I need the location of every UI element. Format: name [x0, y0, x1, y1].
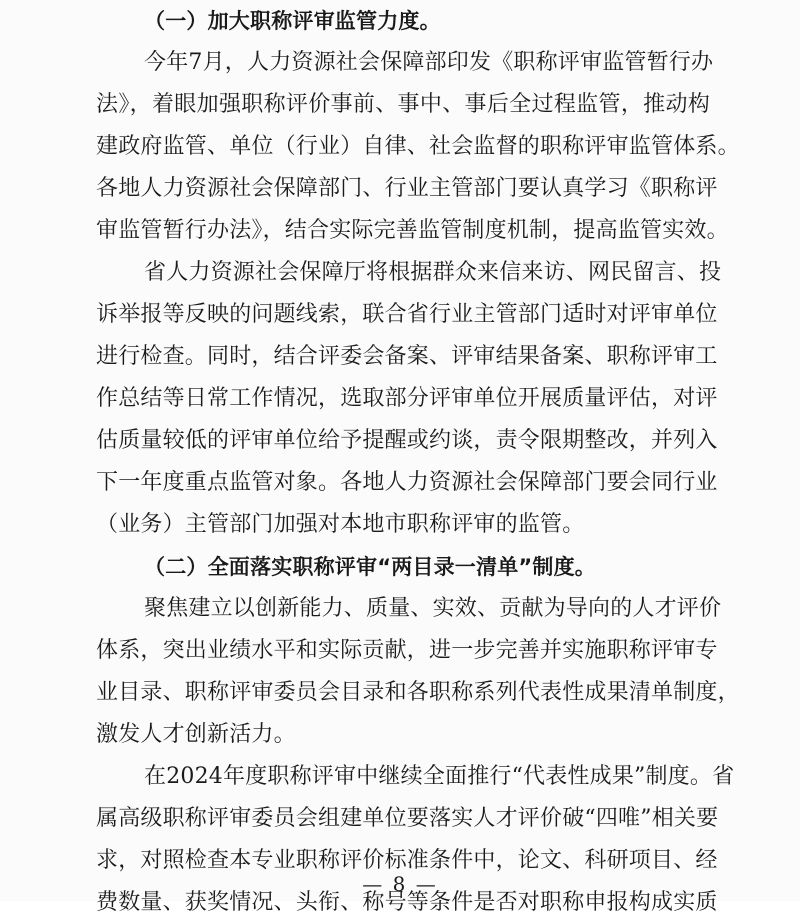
page-content	[96, 0, 740, 924]
text-line: 体系，突出业绩水平和实际贡献，进一步完善并实施职称评审专	[96, 638, 718, 663]
text-line: 费数量、获奖情况、头衔、称号等条件是否对职称申报构成实质	[96, 890, 718, 915]
section1-heading: （一）加大职称评审监管力度。	[144, 9, 441, 33]
text-line: 求，对照检查本专业职称评价标准条件中，论文、科研项目、经	[96, 848, 718, 873]
section1-paragraph-2	[96, 252, 722, 546]
text-line: 建政府监管、单位（行业）自律、社会监督的职称评审监管体系。	[96, 134, 740, 159]
text-line: 诉举报等反映的问题线索，联合省行业主管部门适时对评审单位	[96, 302, 718, 327]
text-line: 审监管暂行办法》，结合实际完善监管制度机制，提高监管实效。	[96, 218, 729, 243]
text-line: 作总结等日常工作情况，选取部分评审单位开展质量评估，对评	[96, 386, 718, 411]
text-line: 今年7月，人力资源社会保障部印发《职称评审监管暂行办	[144, 50, 714, 75]
text-line: 激发人才创新活力。	[96, 722, 296, 747]
text-line: 下一年度重点监管对象。各地人力资源社会保障部门要会同行业	[96, 470, 718, 495]
page-number: — 8 —	[362, 872, 438, 896]
section2-paragraph-1	[96, 588, 740, 756]
text-line: 属高级职称评审委员会组建单位要落实人才评价破“四唯”相关要	[96, 806, 719, 831]
text-line: 估质量较低的评审单位给予提醒或约谈，责令限期整改，并列入	[96, 428, 718, 453]
text-line: 业目录、职称评审委员会目录和各职称系列代表性成果清单制度，	[96, 680, 740, 705]
text-line: 聚焦建立以创新能力、质量、实效、贡献为导向的人才评价	[144, 596, 722, 621]
section2-heading: （二）全面落实职称评审“两目录一清单”制度。	[144, 555, 597, 579]
text-line: （业务）主管部门加强对本地市职称评审的监管。	[96, 512, 585, 537]
section1-paragraph-1	[96, 42, 740, 252]
text-line: 在2024年度职称评审中继续全面推行“代表性成果”制度。省	[144, 764, 735, 789]
text-line: 各地人力资源社会保障部门、行业主管部门要认真学习《职称评	[96, 176, 718, 201]
text-line: 法》，着眼加强职称评价事前、事中、事后全过程监管，推动构	[96, 92, 710, 117]
text-line: 进行检查。同时，结合评委会备案、评审结果备案、职称评审工	[96, 344, 718, 369]
section2-paragraph-2	[96, 756, 735, 924]
text-line: 省人力资源社会保障厅将根据群众来信来访、网民留言、投	[144, 260, 722, 285]
